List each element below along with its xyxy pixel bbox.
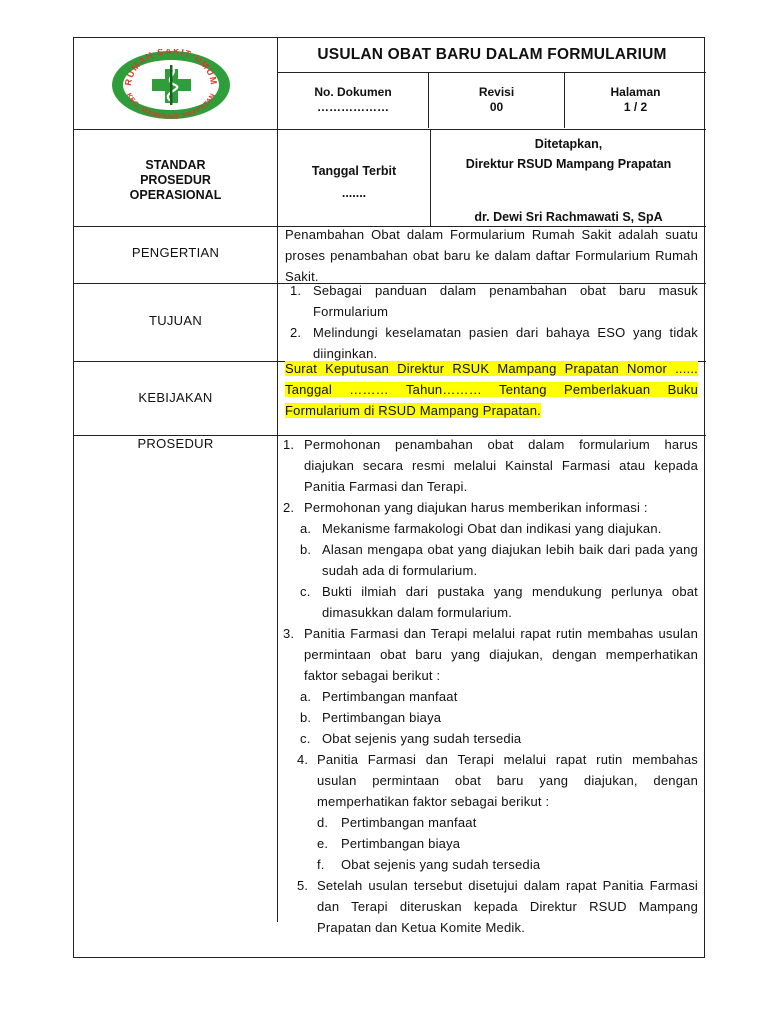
prosedur-list	[280, 434, 698, 938]
prosedur-label: PROSEDUR	[137, 436, 214, 451]
document-title: USULAN OBAT BARU DALAM FORMULARIUM	[317, 46, 667, 63]
halaman-label: Halaman	[610, 85, 661, 99]
list-item	[280, 623, 698, 686]
pengertian-text: Penambahan Obat dalam Formularium Rumah Sakit adalah suatu proses penambahan obat baru ke dalam daftar Formularium Rumah Sakit.	[285, 227, 698, 284]
list-item	[280, 812, 698, 833]
list-number: a.	[300, 689, 312, 704]
logo-arc-top: RUMAH SAKIT UMUM	[122, 49, 220, 87]
list-text: Pertimbangan biaya	[322, 710, 442, 725]
list-item	[280, 686, 698, 707]
list-item	[280, 539, 698, 581]
list-item	[280, 875, 698, 938]
ditetapkan-text: Ditetapkan,	[534, 137, 603, 151]
divider	[74, 129, 706, 130]
revisi-label: Revisi	[478, 85, 515, 99]
list-number: b.	[300, 710, 312, 725]
sop-label	[74, 158, 277, 203]
list-item	[280, 707, 698, 728]
list-text: Pertimbangan manfaat	[322, 689, 458, 704]
list-text: Panitia Farmasi dan Terapi melalui rapat rutin membahas usulan permintaan obat baru yang diajukan, dengan memperhatikan faktor sebagai berikut :	[317, 752, 698, 809]
sop-document	[73, 37, 705, 958]
list-number: c.	[300, 584, 311, 599]
list-text: Alasan mengapa obat yang diajukan lebih baik dari pada yang sudah ada di formularium.	[322, 542, 698, 578]
revisi-value: 00	[489, 100, 504, 114]
list-text: Melindungi keselamatan pasien dari bahaya ESO yang tidak diinginkan.	[313, 325, 698, 361]
list-item	[280, 854, 698, 875]
pengertian-label: PENGERTIAN	[131, 245, 220, 260]
list-text: Mekanisme farmakologi Obat dan indikasi yang diajukan.	[322, 521, 662, 536]
list-text: Permohonan penambahan obat dalam formularium harus diajukan secara resmi melalui Kainstal Farmasi atau kepada Panitia Farmasi dan Terapi.	[304, 437, 698, 494]
tanggal-terbit-value: .......	[341, 186, 367, 200]
list-number: 2.	[290, 325, 302, 340]
list-number: 3.	[283, 626, 295, 641]
list-number: d.	[317, 815, 329, 830]
list-number: e.	[317, 836, 329, 851]
kebijakan-label: KEBIJAKAN	[138, 390, 213, 405]
divider	[277, 72, 706, 73]
list-item	[280, 833, 698, 854]
list-text: Obat sejenis yang sudah tersedia	[322, 731, 522, 746]
tanggal-terbit-label: Tanggal Terbit	[311, 164, 397, 178]
list-item	[280, 518, 698, 539]
logo-arc-bottom: KEC. MAMPANG PRAPATAN	[124, 92, 218, 121]
sop-label-line: OPERASIONAL	[129, 188, 222, 202]
list-item	[280, 728, 698, 749]
list-number: a.	[300, 521, 312, 536]
kebijakan-highlight: Surat Keputusan Direktur RSUK Mampang Prapatan Nomor ...... Tanggal ……… Tahun……… Tentang Pemberlakuan Buku Formularium di RSUD Mampang Prapatan.	[285, 361, 698, 418]
kebijakan-text	[285, 358, 698, 421]
list-number: 5.	[297, 878, 309, 893]
signer-name: dr. Dewi Sri Rachmawati S, SpA	[474, 210, 663, 224]
list-text: Sebagai panduan dalam penambahan obat baru masuk Formularium	[313, 283, 698, 319]
doc-number-value: ………………	[317, 100, 389, 114]
sop-label-line: STANDAR	[145, 158, 206, 172]
list-text: Setelah usulan tersebut disetujui dalam rapat Panitia Farmasi dan Terapi diteruskan kepada Direktur RSUD Mampang Prapatan dan Ketua Komite Medik.	[317, 878, 698, 935]
list-text: Pertimbangan biaya	[341, 836, 461, 851]
list-text: Bukti ilmiah dari pustaka yang mendukung perlunya obat dimasukkan dalam formularium.	[322, 584, 698, 620]
list-number: f.	[317, 857, 325, 872]
hospital-logo	[109, 49, 234, 121]
list-number: c.	[300, 731, 311, 746]
list-text: Panitia Farmasi dan Terapi melalui rapat rutin membahas usulan permintaan obat baru yang diajukan, dengan memperhatikan faktor sebagai berikut :	[304, 626, 698, 683]
list-number: 1.	[290, 283, 302, 298]
list-number: b.	[300, 542, 312, 557]
tujuan-item	[285, 280, 698, 322]
tujuan-label: TUJUAN	[148, 313, 203, 328]
list-text: Pertimbangan manfaat	[341, 815, 477, 830]
list-item	[280, 749, 698, 812]
list-number: 4.	[297, 752, 309, 767]
direktur-text: Direktur RSUD Mampang Prapatan	[465, 157, 672, 171]
list-item	[280, 497, 698, 518]
list-number: 2.	[283, 500, 295, 515]
list-text: Obat sejenis yang sudah tersedia	[341, 857, 541, 872]
halaman-value: 1 / 2	[623, 100, 648, 114]
list-item	[280, 434, 698, 497]
list-item	[280, 581, 698, 623]
list-text: Permohonan yang diajukan harus memberikan informasi :	[304, 500, 648, 515]
list-number: 1.	[283, 437, 295, 452]
sop-label-line: PROSEDUR	[140, 173, 211, 187]
doc-number-label: No. Dokumen	[314, 85, 392, 99]
